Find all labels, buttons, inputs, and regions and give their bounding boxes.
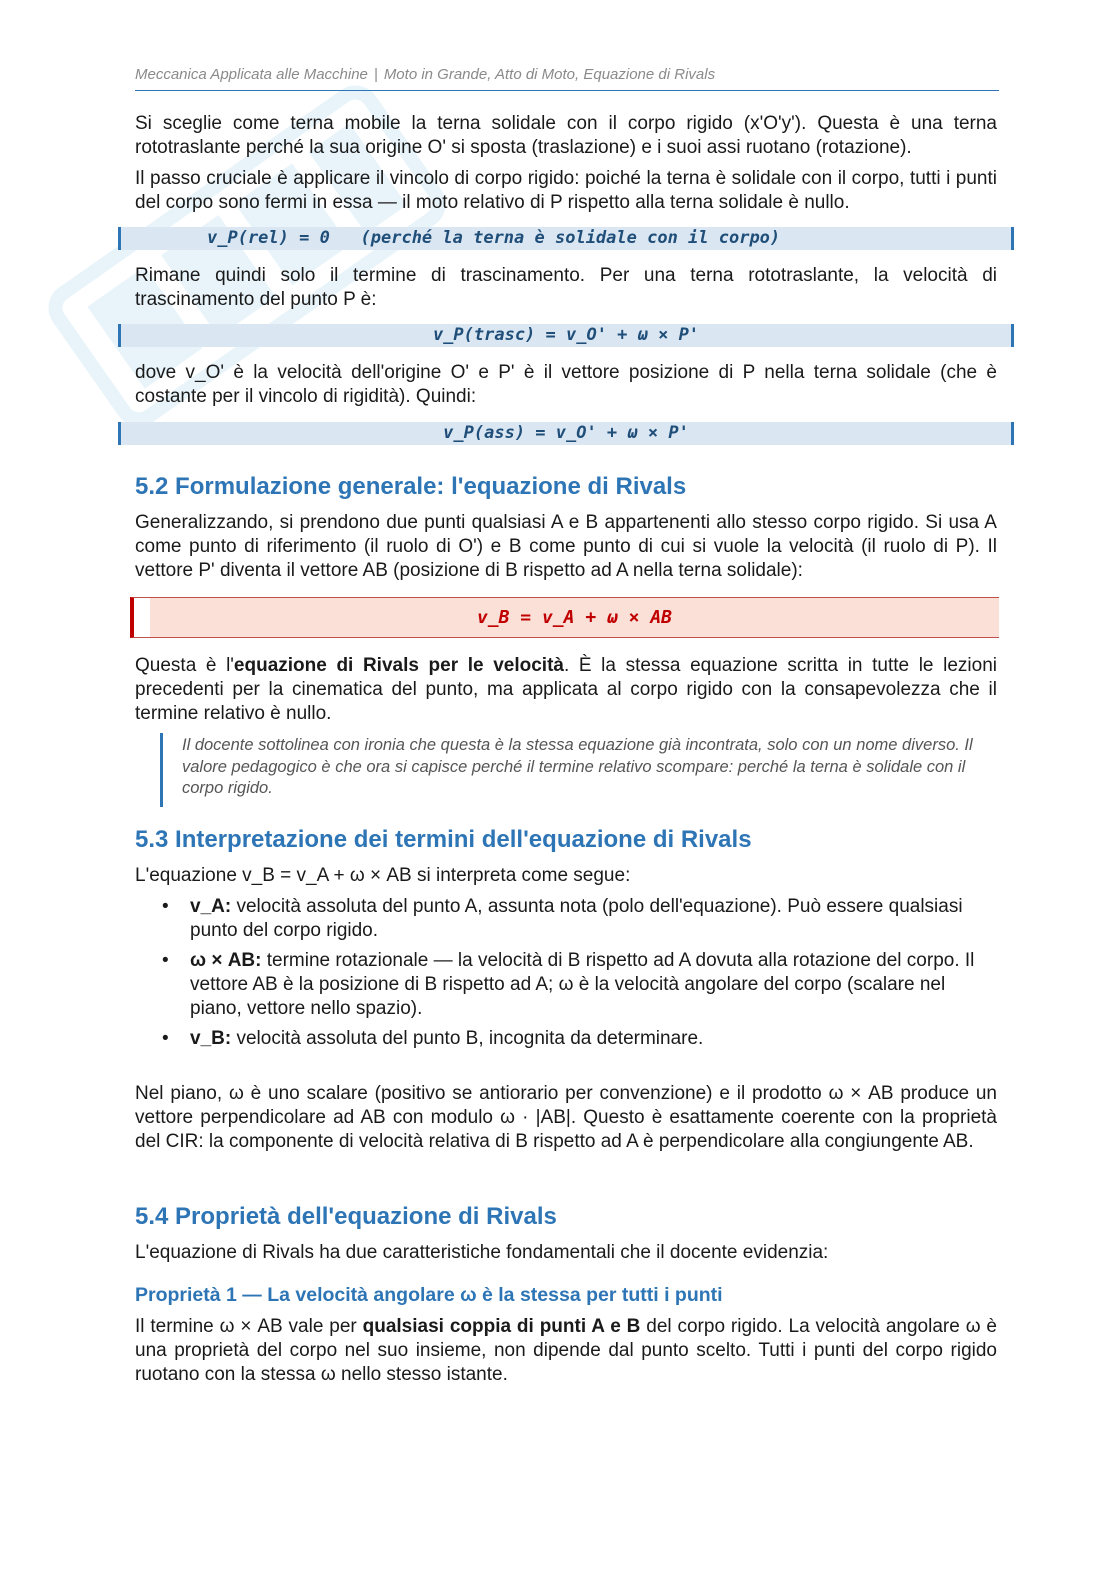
- formula-v-trasc: v_P(trasc) = v_O' + ω × P': [118, 324, 1014, 347]
- list-item: [135, 1027, 997, 1051]
- list-item: [135, 949, 997, 1021]
- paragraph-text: Si sceglie come terna mobile la terna solidale con il corpo rigido (x'O'y'). Questa è una terna rototraslante perché la sua origine O' si sposta (traslazione) e i suoi assi ruotano (rotazione).: [135, 113, 997, 158]
- term-label: ω × AB:: [190, 950, 262, 971]
- list-item: [135, 895, 997, 943]
- key-formula-text: v_B = v_A + ω × AB: [476, 607, 673, 628]
- paragraph-terna-mobile: [135, 112, 997, 160]
- term-label: v_B:: [190, 1028, 232, 1049]
- text-run: del corpo rigido. La velocità angolare ω è una proprietà del corpo nel suo insieme, non dipende dal punto scelto. Tutti i punti del corpo rigido ruotano con la stessa ω nello stesso istante.: [135, 1316, 997, 1385]
- paragraph-trascinamento: [135, 264, 997, 312]
- paragraph-text: Generalizzando, si prendono due punti qualsiasi A e B appartenenti allo stesso corpo rigido. Si usa A come punto di riferimento (il ruolo di O') e B come punto di cui si vuole la velocità (il ruolo di P). Il vettore P' diventa il vettore AB (posizione di B rispetto ad A nella terna solidale):: [135, 512, 997, 581]
- heading-5-2: 5.2 Formulazione generale: l'equazione di Rivals: [135, 473, 687, 500]
- watermark-logo-icon: [20, 30, 480, 490]
- bold-text: equazione di Rivals per le velocità: [233, 655, 564, 676]
- paragraph-proprieta-1: [135, 1315, 997, 1387]
- paragraph-piano: [135, 1082, 997, 1154]
- lecturer-note: [160, 733, 990, 807]
- paragraph-caratteristiche: [135, 1241, 997, 1265]
- formula-v-rel: v_P(rel) = 0 (perché la terna è solidale con il corpo): [118, 227, 1014, 250]
- header-separator: |: [373, 66, 378, 83]
- text-run: . È la stessa equazione scritta in tutte le lezioni precedenti per la cinematica del punto, ma applicata al corpo rigido con la consapevolezza che il termine relativo è nullo.: [135, 655, 997, 724]
- paragraph-text: Il passo cruciale è applicare il vincolo di corpo rigido: poiché la terna è solidale con il corpo, tutti i punti del corpo sono fermi in essa — il moto relativo di P rispetto alla terna solidale è nullo.: [135, 168, 997, 213]
- key-formula-rivals: [130, 597, 999, 638]
- header-course: Meccanica Applicata alle Macchine: [135, 66, 368, 83]
- heading-5-4: 5.4 Proprietà dell'equazione di Rivals: [135, 1203, 557, 1230]
- text-run: Il termine ω × AB vale per: [135, 1316, 363, 1337]
- heading-5-3: 5.3 Interpretazione dei termini dell'equazione di Rivals: [135, 826, 752, 853]
- paragraph-equazione-rivals: [135, 654, 997, 726]
- paragraph-text: Rimane quindi solo il termine di trascinamento. Per una terna rototraslante, la velocità di trascinamento del punto P è:: [135, 265, 997, 310]
- paragraph-text: Nel piano, ω è uno scalare (positivo se antiorario per convenzione) e il prodotto ω × AB produce un vettore perpendicolare ad AB con modulo ω · |AB|. Questo è esattamente coerente con la proprietà del CIR: la componente di velocità relativa di B rispetto ad A è perpendicolare alla congiungente AB.: [135, 1083, 997, 1152]
- paragraph-text: dove v_O' è la velocità dell'origine O' e P' è il vettore posizione di P nella terna solidale (che è costante per il vincolo di rigidità). Quindi:: [135, 362, 997, 407]
- note-text: Il docente sottolinea con ironia che questa è la stessa equazione già incontrata, solo con un nome diverso. Il valore pedagogico è che ora si capisce perché il termine relativo scompare: perché la terna è solidale con il corpo rigido.: [182, 736, 973, 797]
- term-description: velocità assoluta del punto A, assunta nota (polo dell'equazione). Può essere qualsiasi punto del corpo rigido.: [190, 896, 963, 941]
- term-description: velocità assoluta del punto B, incognita da determinare.: [231, 1028, 704, 1049]
- bullet-dot: •: [162, 950, 169, 971]
- header-topic: Moto in Grande, Atto di Moto, Equazione di Rivals: [383, 66, 716, 83]
- paragraph-vincolo-rigido: [135, 167, 997, 215]
- term-description: termine rotazionale — la velocità di B rispetto ad A dovuta alla rotazione del corpo. Il vettore AB è la posizione di B rispetto ad A; ω è la velocità angolare del corpo (scalare nel piano, vettore nello spazio).: [190, 950, 975, 1019]
- formula-accent-strip: [134, 598, 150, 637]
- paragraph-text: [135, 654, 997, 726]
- paragraph-text: [135, 1315, 997, 1387]
- bullet-dot: •: [162, 896, 169, 917]
- paragraph-interpretazione: [135, 864, 997, 888]
- formula-v-ass: v_P(ass) = v_O' + ω × P': [118, 422, 1014, 445]
- paragraph-velocita-origine: [135, 361, 997, 409]
- page-header: [135, 66, 999, 91]
- bullet-dot: •: [162, 1028, 169, 1049]
- terms-list: [135, 895, 997, 1057]
- term-label: v_A:: [190, 896, 232, 917]
- heading-proprieta-1: Proprietà 1 — La velocità angolare ω è la stessa per tutti i punti: [135, 1284, 723, 1306]
- bold-text: qualsiasi coppia di punti A e B: [362, 1316, 641, 1337]
- paragraph-text: L'equazione di Rivals ha due caratteristiche fondamentali che il docente evidenzia:: [135, 1242, 829, 1263]
- paragraph-text: L'equazione v_B = v_A + ω × AB si interpreta come segue:: [135, 865, 631, 886]
- text-run: Questa è l': [135, 655, 234, 676]
- paragraph-generalizzazione: [135, 511, 997, 583]
